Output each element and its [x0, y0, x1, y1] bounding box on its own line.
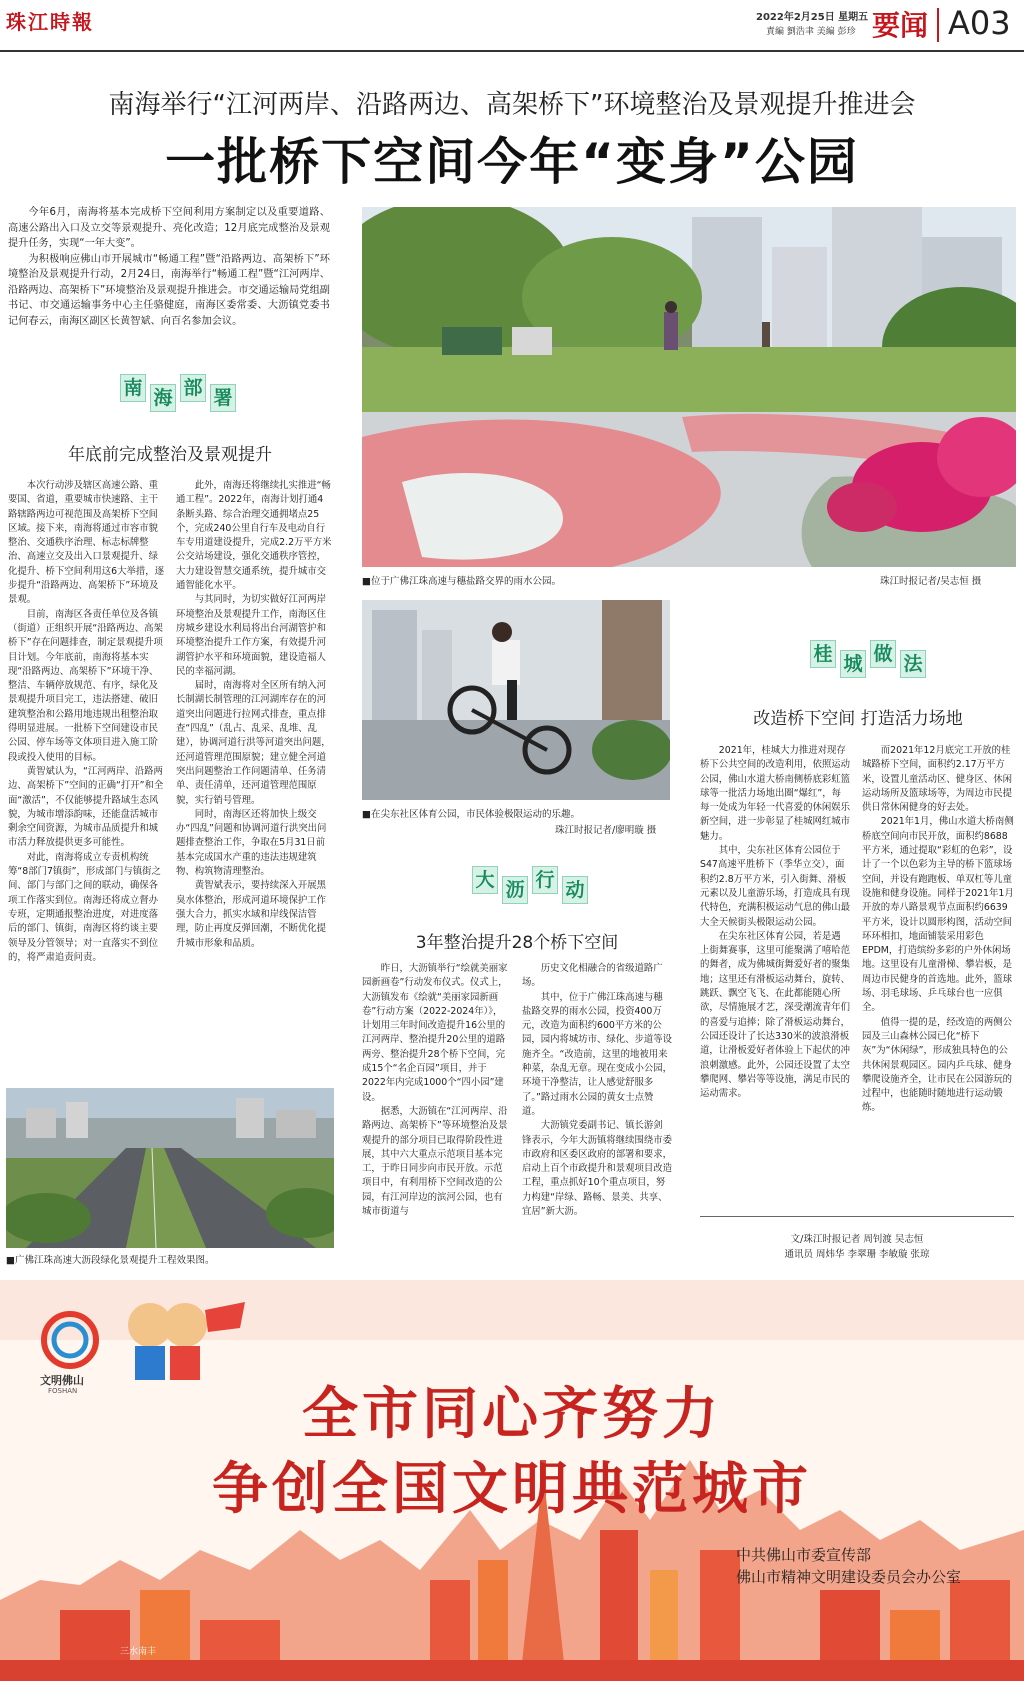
paragraph: 与其同时，为切实做好江河两岸环境整治及景观提升工作，南海区住房城乡建设水利局将出台河湖管护和环境整治提升工作方案，有效提升河湖管护水平和环境面貌，建设造福人民的幸福河湖。 [176, 594, 327, 677]
banner-slogan-line1: 全市同心齐努力 [302, 1381, 722, 1447]
paragraph: 本次行动涉及辖区高速公路、重要国、省道，重要城市快速路、主干路辖路两边可视范围及高架桥下空间区域。接下来，南海将通过市容市貌整治、交通秩序治理、标志标牌整治、高速立交及出入口景观提升、绿化提升、桥下空间利用这6大举措，逐步提升“沿路两边、高架桥下”环境及景观。 [8, 480, 164, 606]
badge-char: 沥 [502, 876, 528, 904]
paragraph: 而2021年12月底完工开放的桂城路桥下空间，面积约2.17万平方米，设置儿童活动区、健身区、休闲运动场所及篮球场等，为周边市民提供日常休闲健身的好去处。 [862, 745, 1013, 814]
paragraph: 据悉，大沥镇在“江河两岸、沿路两边、高架桥下”等环境整治及景观提升的部分项目已取得阶段性进展，其中六大重点示范项目基本完工，于昨日同步向市民开放。示范项目中，有利用桥下空间改造的公园，有江河岸边的滨河公园，也有城市街道与 [362, 1105, 508, 1218]
badge-guicheng [810, 640, 926, 678]
newspaper-logo: 珠江時報 [6, 10, 94, 34]
civilization-banner [0, 1280, 1024, 1681]
byline-correspondents: 通讯员 周炜华 李翠珊 李敏璇 张琼 [784, 1249, 930, 1261]
guicheng-column-1 [700, 744, 850, 1101]
paragraph: 届时，南海将对全区所有纳入河长制湖长制管理的江河湖库存在的河道突出问题进行拉网式排查，重点排查“四乱”（乱占、乱采、乱堆、乱建），协调河道行洪等河道突出问题，还河道管理范围原貌；建立健全河道突出问题整治工作问题清单、任务清单、责任清单，还河道管理范围原貌，实行销号管理。 [176, 680, 331, 806]
bmx-rider-image [362, 600, 670, 800]
aerial-expressway-image [6, 1088, 334, 1248]
section-name: 要闻 [872, 9, 929, 42]
kicker-headline: 南海举行“江河两岸、沿路两边、高架桥下”环境整治及景观提升推进会 [108, 90, 916, 120]
badge-char: 法 [900, 650, 926, 678]
photo-rain-park [362, 207, 1016, 567]
badge-char: 动 [562, 876, 588, 904]
main-photo-credit: 珠江时报记者/吴志恒 摄 [880, 576, 982, 587]
dali-column-1 [362, 962, 510, 1219]
badge-char: 桂 [810, 640, 836, 668]
badge-char: 部 [180, 374, 206, 402]
guicheng-column-2 [862, 744, 1014, 1116]
byline-reporters: 文/珠江时报记者 周钊渡 吴志恒 [790, 1234, 924, 1245]
lead-paragraph: 今年6月，南海将基本完成桥下空间利用方案制定以及重要道路、高速公路出入口及立交等景观提升、亮化改造；12月底完成整治及景观提升任务，实现“一年大变”。 [8, 207, 330, 249]
page-number: A03 [948, 4, 1011, 42]
paragraph: 对此，南海将成立专责机构统筹“8部门7镇街”，形成部门与镇街之间、部门与部门之间的联动，确保各项工作落实到位。南海还将成立督办专班，定期通报整治进度，对进度落后的部门、镇街，南海区将约谈主要领导及分管领导；对一直落实不到位的，将严肃追责问责。 [8, 851, 161, 963]
paragraph: 2021年，桂城大力推进对现存桥下公共空间的改造利用，依照运动公园，佛山水道大桥南侧桥底彩虹篮球等一批活力场地出圈“爆红”，每每一处成为年轻一代喜爱的休闲娱乐新空间，进一步彰显了桂城网红城市魅力。 [700, 745, 851, 842]
photo-aerial-expressway [6, 1088, 334, 1248]
paragraph: 其中，位于广佛江珠高速与穗盐路交界的雨水公园，投资400万元，改造为面积约600平方米的公园，园内将城坊市、绿化、步道等设施齐全。“改造前，这里的地被用来种菜，杂乱无章。现在变成小公园，环境干净整洁，让人感觉舒服多了。”路过雨水公园的黄女士点赞道。 [522, 991, 673, 1117]
banner-slogan-line2: 争创全国文明典范城市 [212, 1456, 812, 1522]
paragraph: 此外，南海还将继续扎实推进“畅通工程”。2022年，南海计划打通4条断头路、综合治理交通拥堵点25个，完成240公里自行车及电动自行车专用道建设提升，完成2.2万平方米公交站场建设，强化交通秩序管控，大力建设智慧交通系统，提升城市交通智能化水平。 [176, 480, 332, 592]
editor-credits: 責編 劉浩聿 美編 彭珍 [766, 27, 856, 37]
banner-sponsor-1: 中共佛山市委宣传部 [736, 1546, 872, 1564]
main-photo-caption: ■位于广佛江珠高速与穗盐路交界的雨水公园。 [362, 576, 561, 587]
rain-park-image [362, 207, 1016, 567]
dali-column-2 [522, 962, 672, 1219]
photo-bmx-rider [362, 600, 670, 800]
lead-paragraph: 为积极响应佛山市开展城市“畅通工程”暨“沿路两边、高架桥下”环境整治及景观提升行动，2月24日，南海举行“畅通工程”暨“江河两岸、沿路两边、高架桥下”环境整治及景观提升推进会。市交通运输局党组副书记、市交通运输事务中心主任骆健庭，南海区委常委、大沥镇党委书记何春云，南海区副区长黄智斌、向百名参加会议。 [8, 253, 330, 327]
badge-char: 做 [870, 640, 896, 668]
badge-char: 行 [532, 866, 558, 894]
banner-logo-text: 文明佛山 [40, 1374, 84, 1387]
banner-sponsor-2: 佛山市精神文明建设委员会办公室 [736, 1568, 962, 1586]
masthead-divider [937, 8, 939, 42]
main-headline: 一批桥下空间今年“变身”公园 [165, 133, 859, 191]
paragraph: 昨日，大沥镇举行“绘就美丽家园新画卷”行动发布仪式。仪式上，大沥镇发布《绘就“美丽家园新画卷”行动方案（2022-2024年）》，计划用三年时间改造提升16公里的江河两岸、整治提升20公里的道路两旁、整治提升28个桥下空间，完成15个“名企百园”项目，并于2022年内完成1000个“四小园”建设。 [362, 963, 508, 1103]
paragraph: 其中，尖东社区体育公园位于S47高速平胜桥下（季华立交），面积约2.8万平方米，引入街舞、滑板元素以及儿童游乐场，打造成具有现代特色，充满积极运动气息的佛山最大全天候街头极限运动公园。 [700, 845, 851, 928]
paragraph: 大沥镇党委副书记、镇长游剑锋表示，今年大沥镇将继续围绕市委市政府和区委区政府的部署和要求，启动上百个市政提升和景观项目改造工程，重点抓好10个重点项目，努力构建“岸绿、路畅、景美、共享、宜居”新大沥。 [522, 1120, 673, 1218]
paragraph: 同时，南海区还将加快上级交办“四乱”问题和协调河道行洪突出问题排查整治工作，争取在5月31日前基本完成国水产重的违法违规建筑物、构筑物清理整治。 [176, 808, 327, 878]
lead-text [8, 205, 330, 329]
paragraph: 2021年1月，佛山水道大桥南侧桥底空间向市民开放，面积约8688平方米，通过提取“彩虹的色彩”，设计了一个以色彩为主导的桥下篮球场空间，并设有跑跑板、单双杠等儿童设施和健身设施。同样于2021年1月开放的寿八路景观节点面积约6639平方米，设计以圆形构图，活动空间环环相扣，地面铺装采用彩色EPDM，打造缤纷多彩的户外休闲场地。这里设有儿童滑梯、攀岩板，是周边市民健身的首选地。此外，篮球场、羽毛球场、乒乓球台也一应俱全。 [862, 816, 1014, 1014]
paragraph: 在尖东社区体育公园，若是遇上街舞赛事，这里可能聚满了嘻哈范的舞者，成为佛城街舞爱好者的聚集地；这里还有滑板运动舞台，旋转、跳跃、飘空飞飞、在此都能随心所欲，尽情施展才艺，深受潮流青年们的喜爱与追捧；除了滑板运动舞台，公园还设计了长达330米的波浪滑板道，让滑板爱好者体验上下起伏的冲浪刺激感。此外，公园还设置了太空攀爬网、攀岩等等设施，满足市民的运动需求。 [700, 930, 851, 1100]
nanhai-subhead: 年底前完成整治及景观提升 [68, 445, 272, 465]
banner-logo-sub: FOSHAN [48, 1387, 78, 1395]
paragraph: 值得一提的是，经改造的两侧公园及三山森林公园已化“桥下灰”为“休闲绿”，形成独具特色的公共休闲景观园区。园内乒乓球、健身攀爬设施齐全，让市民在公园游玩的过程中，也能随时随地进行运动锻炼。 [862, 1016, 1013, 1114]
nanhai-column-1 [8, 479, 164, 965]
badge-char: 海 [150, 384, 176, 412]
masthead-rule [0, 50, 1024, 52]
badge-dali [472, 866, 588, 904]
badge-char: 大 [472, 866, 498, 894]
bmx-photo-credit: 珠江时报记者/廖明璇 摄 [555, 825, 657, 836]
issue-date: 2022年2月25日 星期五 [756, 12, 869, 23]
paragraph: 黄智斌认为，“江河两岸、沿路两边、高架桥下”空间的正确“打开”和全面“激活”，不仅能够提升路域生态风貌，为城市增添韵味，还能盘活城市剩余空间资源，为城市品质提升和城市活力释放提供更多可能性。 [8, 765, 164, 849]
paragraph: 历史文化相融合的省级道路广场。 [522, 963, 663, 989]
guicheng-subhead: 改造桥下空间 打造活力场地 [753, 709, 963, 729]
bmx-photo-caption: ■在尖东社区体育公园，市民体验极限运动的乐趣。 [362, 809, 580, 820]
badge-char: 南 [120, 374, 146, 402]
aerial-photo-caption: ■广佛江珠高速大沥段绿化景观提升工程效果图。 [6, 1255, 215, 1266]
dali-subhead: 3年整治提升28个桥下空间 [415, 933, 619, 953]
badge-char: 城 [840, 650, 866, 678]
nanhai-column-2 [176, 479, 332, 951]
byline-rule [700, 1216, 1014, 1217]
banner-shop-sign: 三水南丰 [120, 1647, 157, 1657]
paragraph: 黄智斌表示，要持续深入开展黑臭水体整治，形成河道环境保护工作强大合力，抓实水域和岸线保洁管理，防止再度反弹回潮，不断优化提升城市形象和品质。 [176, 880, 327, 949]
paragraph: 目前，南海区各责任单位及各镇（街道）正组织开展“沿路两边、高架桥下”存在问题排查，制定景观提升项目计划。今年底前，南海将基本实现“沿路两边、高架桥下”环境干净、整洁、车辆停放规范、有序，绿化及景观提升项目完工，违法搭建、破旧建筑整治和公路用地违规出租整治取得明显进展。一批桥下空间建设市民公园、停车场等文体项目进入施工阶段或投入使用的目标。 [8, 608, 163, 763]
byline [700, 1232, 1014, 1262]
badge-nanhai [120, 374, 236, 412]
badge-char: 署 [210, 384, 236, 412]
